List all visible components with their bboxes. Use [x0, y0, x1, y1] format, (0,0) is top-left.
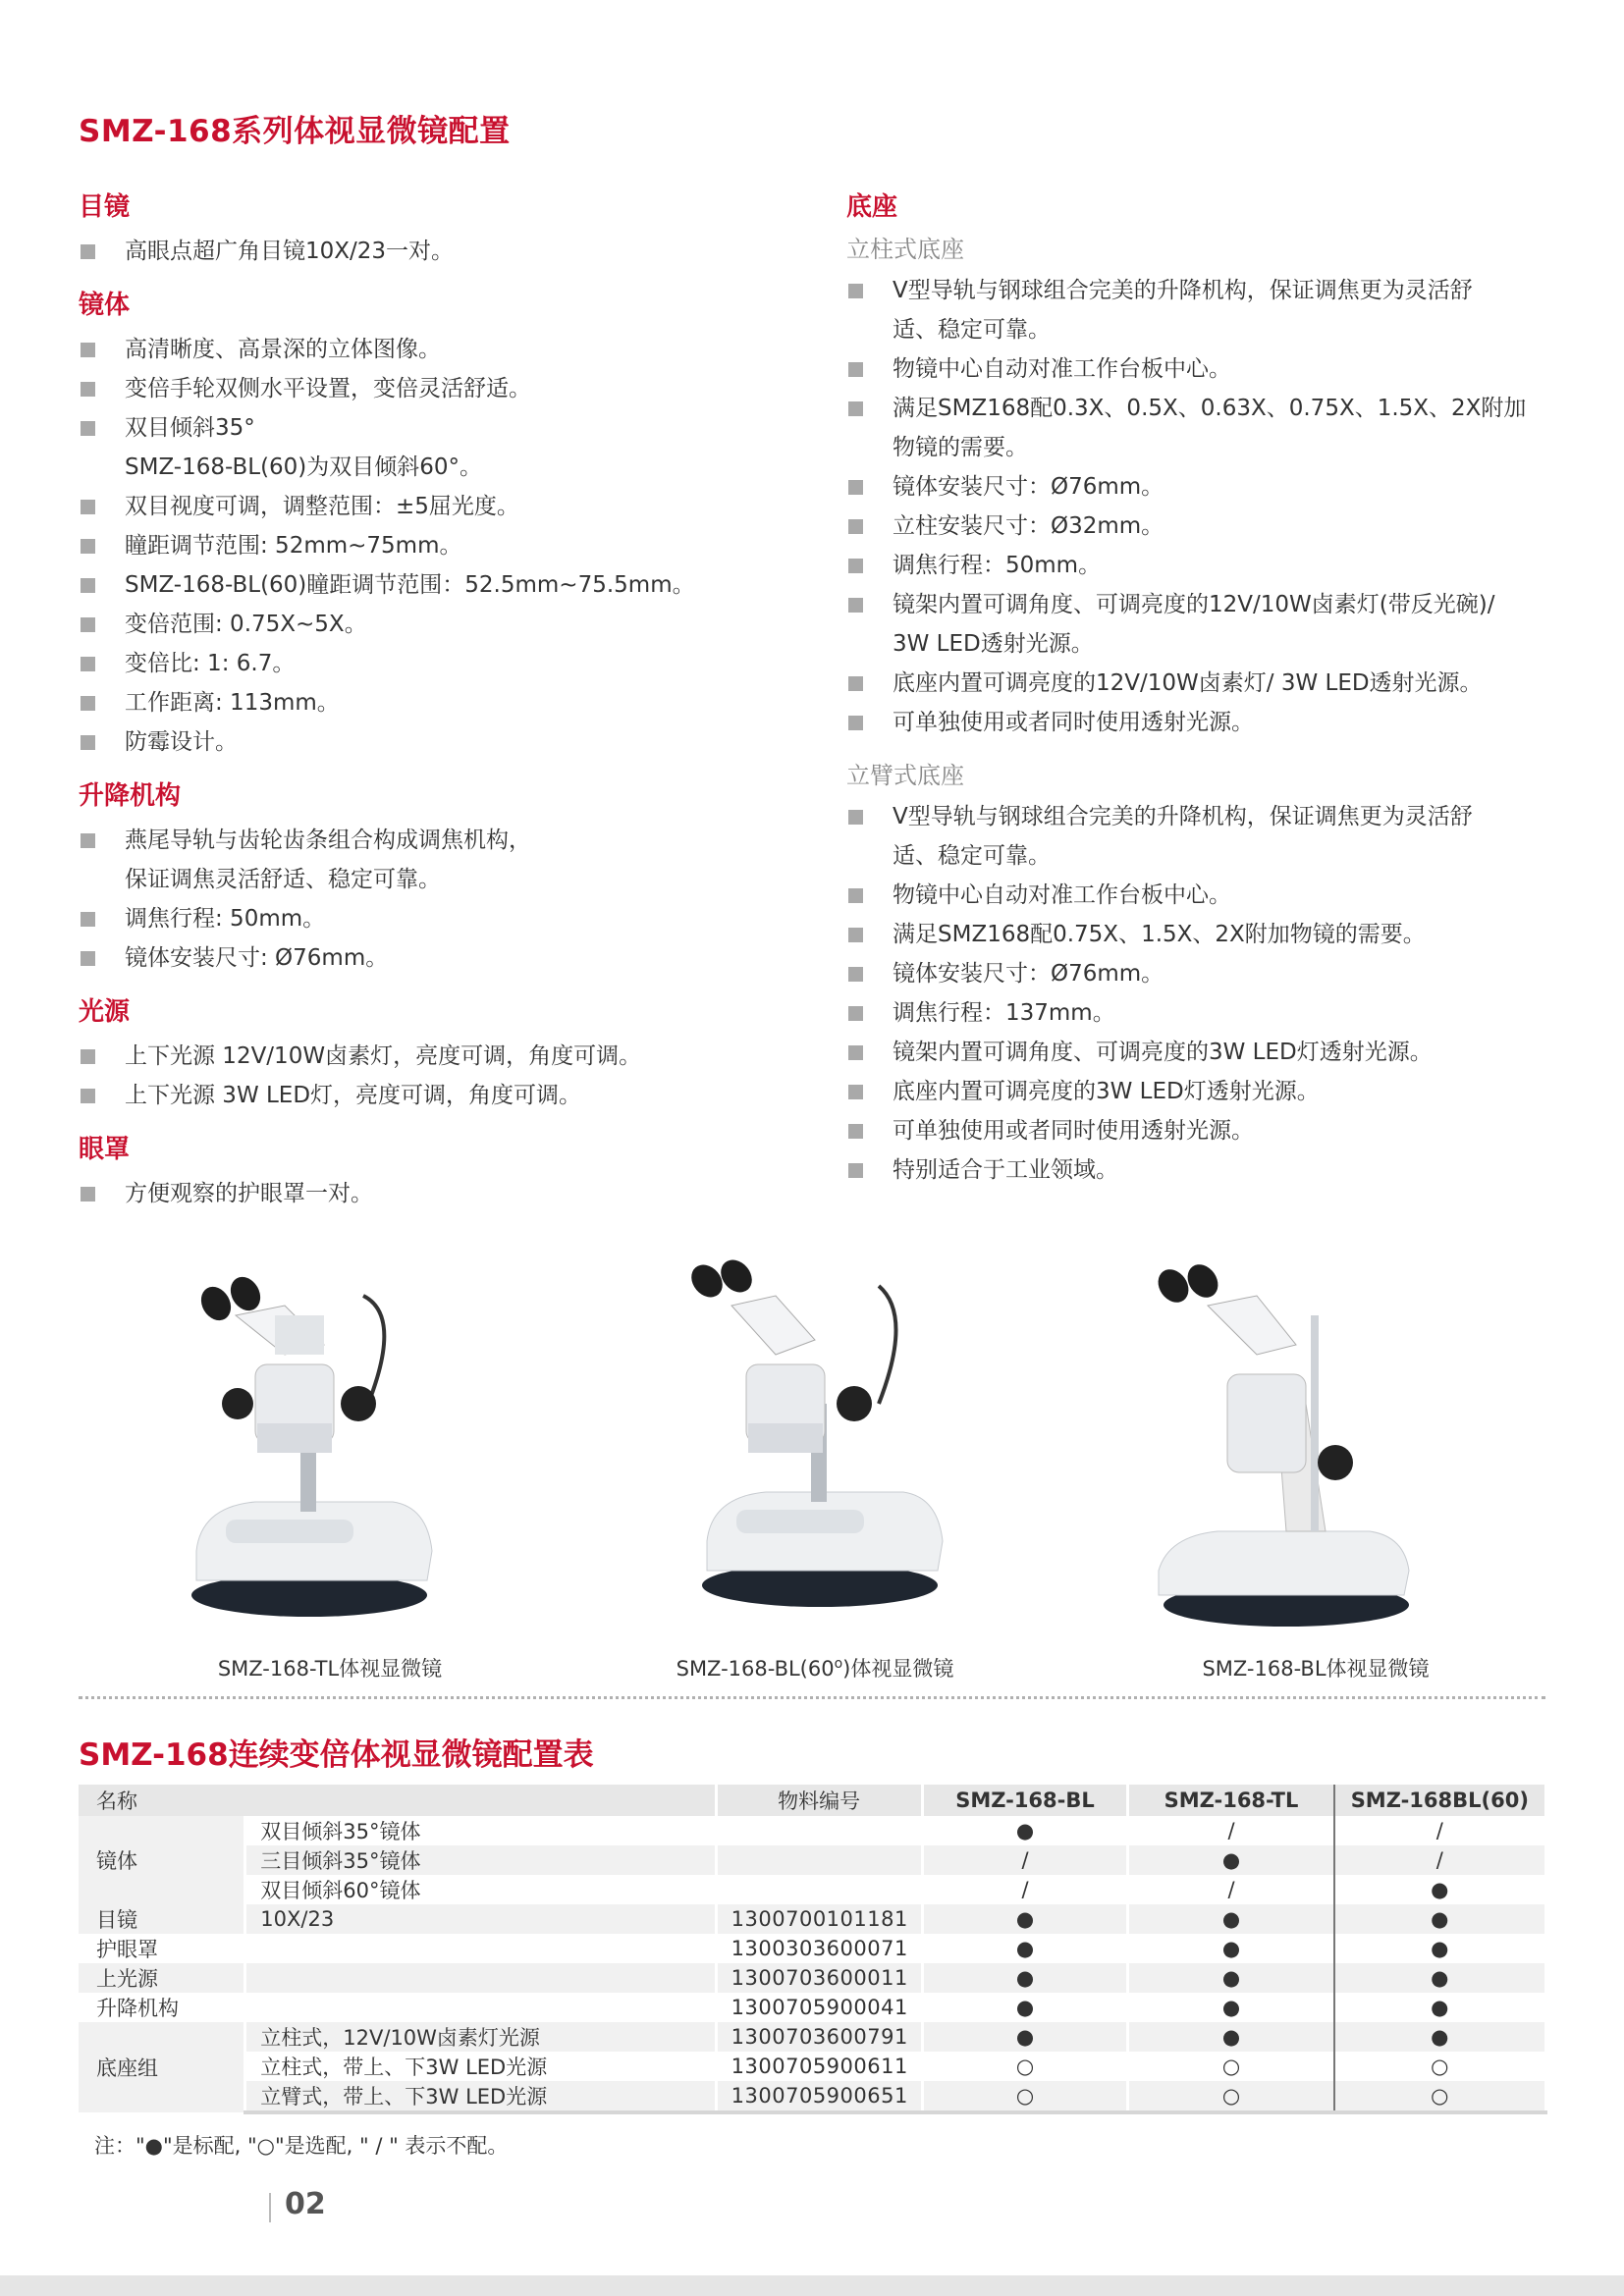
list-item: [846, 1033, 1563, 1072]
square-bullet-icon: [848, 967, 863, 982]
list-item: [79, 821, 766, 899]
list-item-text: 立柱安装尺寸：Ø32mm。: [893, 513, 1164, 539]
row-part-number: 1300703600791: [716, 2022, 922, 2052]
list-item-text: 高眼点超广角目镜10X/23一对。: [125, 239, 455, 264]
list-item: [846, 703, 1563, 742]
row-mark: ●: [1334, 1904, 1546, 1934]
row-mark: ●: [1334, 1875, 1546, 1904]
row-spec: [245, 1993, 716, 2022]
row-mark: ●: [922, 1904, 1128, 1934]
list-item-text: 变倍手轮双侧水平设置，变倍灵活舒适。: [125, 376, 531, 401]
list-item-text: 工作距离: 113mm。: [125, 690, 340, 716]
list-item-text: 3W LED透射光源。: [893, 631, 1094, 657]
table-row: [79, 1816, 1546, 1845]
list-item: [79, 330, 766, 369]
square-bullet-icon: [848, 1085, 863, 1099]
row-mark: ○: [1128, 2052, 1334, 2081]
list-item: [79, 1076, 766, 1115]
list-item: [79, 899, 766, 938]
list-item: [79, 565, 766, 605]
list-item-text: 底座内置可调亮度的12V/10W卤素灯/ 3W LED透射光源。: [893, 670, 1483, 696]
square-bullet-icon: [81, 500, 95, 514]
row-spec: 立臂式，带上、下3W LED光源: [245, 2081, 716, 2112]
microscope-bl60-image: [677, 1256, 962, 1649]
table-row: [79, 1875, 1546, 1904]
row-mark: /: [1128, 1816, 1334, 1845]
bullet-list: [79, 330, 766, 762]
bullet-list: [79, 1037, 766, 1115]
row-mark: ●: [922, 1963, 1128, 1993]
row-mark: ●: [922, 1993, 1128, 2022]
header-part-number: 物料编号: [716, 1785, 922, 1816]
list-item: [846, 1150, 1563, 1190]
square-bullet-icon: [81, 343, 95, 357]
list-item-text: 瞳距调节范围: 52mm~75mm。: [125, 533, 462, 559]
right-column: [846, 188, 1563, 1205]
table-title: SMZ-168连续变倍体视显微镜配置表: [79, 1737, 594, 1773]
square-bullet-icon: [848, 559, 863, 573]
table-row: [79, 1993, 1546, 2022]
square-bullet-icon: [848, 1006, 863, 1021]
section-title: 升降机构: [79, 781, 182, 811]
square-bullet-icon: [848, 401, 863, 416]
divider: [79, 1696, 1545, 1699]
section-title: 底座: [846, 192, 898, 222]
subsection-title: 立柱式底座: [846, 236, 964, 263]
page-title: SMZ-168系列体视显微镜配置: [79, 114, 511, 149]
square-bullet-icon: [81, 696, 95, 711]
list-item-text: 满足SMZ168配0.75X、1.5X、2X附加物镜的需要。: [893, 922, 1426, 947]
list-item-text: 双目倾斜35°: [125, 415, 255, 441]
square-bullet-icon: [848, 598, 863, 613]
square-bullet-icon: [81, 912, 95, 927]
row-spec: 立柱式，12V/10W卤素灯光源: [245, 2022, 716, 2052]
table-row: [79, 2081, 1546, 2112]
list-item-text: 方便观察的护眼罩一对。: [125, 1181, 373, 1206]
square-bullet-icon: [81, 735, 95, 750]
row-mark: ○: [1334, 2052, 1546, 2081]
section-title: 光源: [79, 997, 131, 1027]
list-item-text: 物镜中心自动对准工作台板中心。: [893, 356, 1231, 382]
square-bullet-icon: [81, 382, 95, 397]
list-item-text: 镜架内置可调角度、可调亮度的3W LED灯透射光源。: [893, 1040, 1433, 1065]
list-item-text: 双目视度可调，调整范围：±5屈光度。: [125, 494, 519, 519]
list-item-text: V型导轨与钢球组合完美的升降机构，保证调焦更为灵活舒: [893, 278, 1473, 303]
list-item-text: 镜体安装尺寸：Ø76mm。: [893, 474, 1164, 500]
row-mark: ○: [922, 2081, 1128, 2112]
row-spec: 立柱式，带上、下3W LED光源: [245, 2052, 716, 2081]
list-item-text: 物镜中心自动对准工作台板中心。: [893, 882, 1231, 908]
row-mark: ●: [1128, 1845, 1334, 1875]
row-mark: ●: [1128, 1993, 1334, 2022]
square-bullet-icon: [848, 1124, 863, 1139]
row-mark: ●: [1128, 1963, 1334, 1993]
footer-bar: [0, 2275, 1624, 2296]
list-item: [79, 369, 766, 408]
list-item: [846, 664, 1563, 703]
row-part-number: 1300705900611: [716, 2052, 922, 2081]
list-item-text: 可单独使用或者同时使用透射光源。: [893, 1118, 1254, 1144]
row-name: 升降机构: [79, 1993, 245, 2022]
list-item: [846, 797, 1563, 876]
row-part-number: 1300703600011: [716, 1963, 922, 1993]
row-part-number: 1300705900041: [716, 1993, 922, 2022]
square-bullet-icon: [848, 1045, 863, 1060]
row-mark: /: [1334, 1816, 1546, 1845]
row-spec: 10X/23: [245, 1904, 716, 1934]
table-row: [79, 2052, 1546, 2081]
list-item-text: 可单独使用或者同时使用透射光源。: [893, 710, 1254, 735]
page-number-divider: [269, 2193, 271, 2222]
section-title: 目镜: [79, 192, 131, 222]
bullet-list: [79, 821, 766, 978]
square-bullet-icon: [848, 480, 863, 495]
row-name: 镜体: [79, 1816, 245, 1904]
row-spec: 三目倾斜35°镜体: [245, 1845, 716, 1875]
caption-bl: SMZ-168-BL体视显微镜: [1202, 1657, 1430, 1681]
list-item-text: 满足SMZ168配0.3X、0.5X、0.63X、0.75X、1.5X、2X附加: [893, 396, 1527, 421]
list-item: [846, 546, 1563, 585]
list-item-text: 特别适合于工业领域。: [893, 1157, 1118, 1183]
square-bullet-icon: [81, 578, 95, 593]
table-row: [79, 1963, 1546, 1993]
list-item-text: 镜体安装尺寸：Ø76mm。: [893, 961, 1164, 987]
row-mark: ●: [1128, 1934, 1334, 1963]
list-item-text: 防霉设计。: [125, 729, 238, 755]
row-mark: /: [1128, 1875, 1334, 1904]
list-item-text: 调焦行程：137mm。: [893, 1000, 1115, 1026]
list-item: [846, 389, 1563, 467]
list-item: [846, 507, 1563, 546]
row-spec: 双目倾斜35°镜体: [245, 1816, 716, 1845]
row-name: 护眼罩: [79, 1934, 245, 1963]
row-spec: 双目倾斜60°镜体: [245, 1875, 716, 1904]
list-item: [79, 487, 766, 526]
list-item-text: SMZ-168-BL(60)为双目倾斜60°。: [125, 454, 483, 480]
square-bullet-icon: [81, 1089, 95, 1103]
bullet-list: [79, 1174, 766, 1213]
list-item-text: 适、稳定可靠。: [893, 843, 1051, 869]
list-item: [79, 644, 766, 683]
list-item-text: 镜架内置可调角度、可调亮度的12V/10W卤素灯(带反光碗)/: [893, 592, 1495, 617]
row-mark: ●: [1334, 1963, 1546, 1993]
list-item: [846, 1111, 1563, 1150]
square-bullet-icon: [848, 1163, 863, 1178]
square-bullet-icon: [848, 716, 863, 730]
list-item: [79, 1174, 766, 1213]
square-bullet-icon: [848, 284, 863, 298]
row-part-number: 1300700101181: [716, 1904, 922, 1934]
table-row: [79, 2022, 1546, 2052]
list-item-text: 调焦行程: 50mm。: [125, 906, 326, 932]
microscope-tl-image: [167, 1256, 452, 1649]
row-mark: ●: [922, 1934, 1128, 1963]
square-bullet-icon: [81, 539, 95, 554]
row-mark: ●: [1334, 1993, 1546, 2022]
table-note: 注："●"是标配, "○"是选配, " / " 表示不配。: [94, 2134, 509, 2158]
row-mark: /: [922, 1875, 1128, 1904]
row-part-number: 1300705900651: [716, 2081, 922, 2112]
row-mark: ○: [1334, 2081, 1546, 2112]
list-item-text: 物镜的需要。: [893, 435, 1028, 460]
table-row: [79, 1845, 1546, 1875]
row-name: 底座组: [79, 2022, 245, 2112]
list-item: [846, 876, 1563, 915]
list-item: [79, 722, 766, 762]
list-item: [79, 408, 766, 487]
header-bl60: SMZ-168BL(60): [1334, 1785, 1546, 1816]
list-item: [846, 271, 1563, 349]
list-item-text: SMZ-168-BL(60)瞳距调节范围：52.5mm~75.5mm。: [125, 572, 695, 598]
list-item-text: 保证调焦灵活舒适、稳定可靠。: [125, 867, 441, 892]
bullet-list: [79, 232, 766, 271]
square-bullet-icon: [81, 1187, 95, 1201]
row-mark: ●: [922, 1816, 1128, 1845]
list-item-text: 高清晰度、高景深的立体图像。: [125, 337, 441, 362]
square-bullet-icon: [848, 810, 863, 825]
list-item: [846, 915, 1563, 954]
list-item: [79, 605, 766, 644]
square-bullet-icon: [848, 519, 863, 534]
square-bullet-icon: [81, 617, 95, 632]
list-item: [846, 954, 1563, 993]
square-bullet-icon: [81, 1049, 95, 1064]
row-mark: ○: [1128, 2081, 1334, 2112]
header-name: 名称: [79, 1785, 716, 1816]
left-column: [79, 188, 766, 1229]
square-bullet-icon: [81, 833, 95, 848]
list-item-text: 镜体安装尺寸: Ø76mm。: [125, 945, 389, 971]
list-item: [846, 1072, 1563, 1111]
row-mark: ●: [1128, 1904, 1334, 1934]
row-mark: /: [922, 1845, 1128, 1875]
header-bl: SMZ-168-BL: [922, 1785, 1128, 1816]
list-item-text: 调焦行程：50mm。: [893, 553, 1102, 578]
list-item: [79, 938, 766, 978]
list-item-text: V型导轨与钢球组合完美的升降机构，保证调焦更为灵活舒: [893, 804, 1473, 829]
square-bullet-icon: [848, 676, 863, 691]
page-number: 02: [285, 2187, 326, 2221]
list-item: [79, 232, 766, 271]
row-part-number: 1300303600071: [716, 1934, 922, 1963]
row-part-number: [716, 1845, 922, 1875]
list-item-text: 变倍比: 1: 6.7。: [125, 651, 296, 676]
row-mark: /: [1334, 1845, 1546, 1875]
product-photos: [0, 1256, 1624, 1669]
bullet-list: [846, 271, 1563, 742]
section-title: 眼罩: [79, 1135, 131, 1164]
list-item-text: 适、稳定可靠。: [893, 317, 1051, 343]
header-tl: SMZ-168-TL: [1128, 1785, 1334, 1816]
row-mark: ○: [922, 2052, 1128, 2081]
row-name: 上光源: [79, 1963, 245, 1993]
square-bullet-icon: [81, 421, 95, 436]
square-bullet-icon: [81, 951, 95, 966]
row-spec: [245, 1934, 716, 1963]
row-spec: [245, 1963, 716, 1993]
list-item-text: 燕尾导轨与齿轮齿条组合构成调焦机构，: [125, 828, 531, 853]
list-item: [846, 467, 1563, 507]
bullet-list: [846, 797, 1563, 1190]
list-item-text: 底座内置可调亮度的3W LED灯透射光源。: [893, 1079, 1320, 1104]
square-bullet-icon: [81, 244, 95, 259]
list-item: [846, 585, 1563, 664]
microscope-bl-image: [1139, 1256, 1424, 1649]
caption-bl60: SMZ-168-BL(60$^o$)体视显微镜: [676, 1656, 954, 1681]
square-bullet-icon: [81, 657, 95, 671]
row-mark: ●: [1128, 2022, 1334, 2052]
list-item: [79, 1037, 766, 1076]
list-item: [846, 349, 1563, 389]
row-part-number: [716, 1875, 922, 1904]
subsection-title: 立臂式底座: [846, 762, 964, 789]
row-mark: ●: [1334, 2022, 1546, 2052]
row-mark: ●: [1334, 1934, 1546, 1963]
list-item: [79, 683, 766, 722]
table-header-row: [79, 1785, 1546, 1816]
square-bullet-icon: [848, 888, 863, 903]
table-row: [79, 1904, 1546, 1934]
list-item-text: 上下光源 3W LED灯，亮度可调，角度可调。: [125, 1083, 582, 1108]
caption-tl: SMZ-168-TL体视显微镜: [217, 1657, 443, 1681]
row-part-number: [716, 1816, 922, 1845]
list-item-text: 变倍范围: 0.75X~5X。: [125, 612, 367, 637]
list-item: [79, 526, 766, 565]
row-mark: ●: [922, 2022, 1128, 2052]
square-bullet-icon: [848, 928, 863, 942]
list-item-text: 上下光源 12V/10W卤素灯，亮度可调，角度可调。: [125, 1043, 642, 1069]
list-item: [846, 993, 1563, 1033]
config-table: [79, 1785, 1547, 2114]
square-bullet-icon: [848, 362, 863, 377]
row-name: 目镜: [79, 1904, 245, 1934]
section-title: 镜体: [79, 291, 131, 320]
table-row: [79, 1934, 1546, 1963]
